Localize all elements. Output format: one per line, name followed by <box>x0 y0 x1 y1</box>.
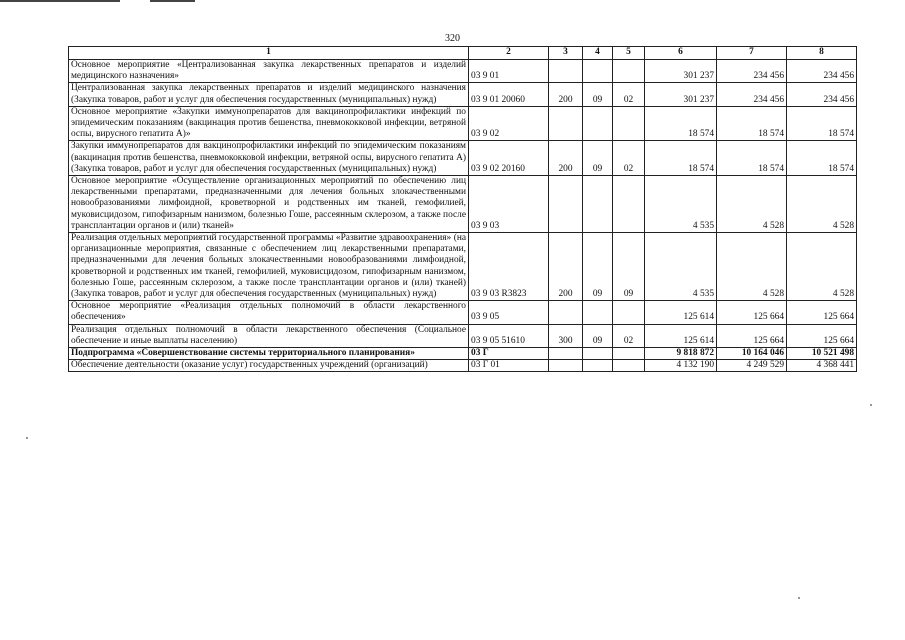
table-row <box>69 83 857 106</box>
row-col-4: 09 <box>583 233 613 301</box>
row-col-5 <box>613 176 645 233</box>
row-name: Основное мероприятие «Реализация отдельных полномочий в области лекарственного обеспечения» <box>69 301 469 324</box>
row-col-3: 200 <box>549 141 583 176</box>
row-col-4: 09 <box>583 324 613 347</box>
row-col-5 <box>613 348 645 360</box>
row-col-5 <box>613 360 645 372</box>
row-name: Основное мероприятие «Осуществление организационных мероприятий по обеспечению лиц лекарственными препаратами, предназначенными для лечения больных злокачественными новообразованиями лимфоидной, кроветворной и родственных им тканей, гемофилией, муковисцидозом, гипофизарным нанизмом, болезнью Гоше, рассеянным склерозом, а также после трансплантации органов и (или) тканей» <box>69 176 469 233</box>
row-col-7: 10 164 046 <box>717 348 787 360</box>
row-code: 03 9 01 20060 <box>469 83 549 106</box>
row-name: Обеспечение деятельности (оказание услуг) государственных учреждений (организаций) <box>69 360 469 372</box>
row-col-7: 234 456 <box>717 60 787 83</box>
row-code: 03 9 02 20160 <box>469 141 549 176</box>
row-col-5 <box>613 60 645 83</box>
row-col-5: 02 <box>613 141 645 176</box>
row-col-4 <box>583 106 613 141</box>
row-col-7: 234 456 <box>717 83 787 106</box>
row-col-8: 125 664 <box>787 324 857 347</box>
scan-speck <box>798 597 800 599</box>
table-header-row <box>69 47 857 60</box>
table-row <box>69 60 857 83</box>
header-col-8: 8 <box>787 47 857 60</box>
row-col-3: 200 <box>549 233 583 301</box>
budget-table <box>68 46 857 372</box>
header-col-4: 4 <box>583 47 613 60</box>
row-col-4: 09 <box>583 83 613 106</box>
row-col-7: 4 249 529 <box>717 360 787 372</box>
row-col-8: 18 574 <box>787 106 857 141</box>
row-col-6: 301 237 <box>645 60 717 83</box>
table-row <box>69 324 857 347</box>
row-code: 03 9 01 <box>469 60 549 83</box>
row-col-8: 234 456 <box>787 60 857 83</box>
row-col-7: 4 528 <box>717 176 787 233</box>
scan-top-edge <box>0 0 905 4</box>
table-row <box>69 106 857 141</box>
row-code: 03 9 03 <box>469 176 549 233</box>
page-number: 320 <box>445 33 460 44</box>
row-col-6: 18 574 <box>645 106 717 141</box>
row-col-6: 301 237 <box>645 83 717 106</box>
row-code: 03 9 03 R3823 <box>469 233 549 301</box>
scan-speck <box>870 404 872 406</box>
scan-speck <box>26 437 28 439</box>
header-col-7: 7 <box>717 47 787 60</box>
header-col-6: 6 <box>645 47 717 60</box>
row-col-7: 18 574 <box>717 141 787 176</box>
row-col-6: 4 132 190 <box>645 360 717 372</box>
row-col-4: 09 <box>583 141 613 176</box>
row-col-7: 4 528 <box>717 233 787 301</box>
row-code: 03 Г 01 <box>469 360 549 372</box>
row-name: Централизованная закупка лекарственных препаратов и изделий медицинского назначения (Закупка товаров, работ и услуг для обеспечения государственных (муниципальных) нужд) <box>69 83 469 106</box>
row-col-6: 4 535 <box>645 176 717 233</box>
row-col-6: 18 574 <box>645 141 717 176</box>
row-code: 03 Г <box>469 348 549 360</box>
table-row <box>69 176 857 233</box>
header-col-5: 5 <box>613 47 645 60</box>
header-col-1: 1 <box>69 47 469 60</box>
row-col-6: 125 614 <box>645 324 717 347</box>
row-col-8: 10 521 498 <box>787 348 857 360</box>
row-col-8: 4 528 <box>787 233 857 301</box>
row-col-4 <box>583 348 613 360</box>
table-row <box>69 360 857 372</box>
row-col-5 <box>613 301 645 324</box>
row-col-7: 125 664 <box>717 301 787 324</box>
row-col-8: 4 368 441 <box>787 360 857 372</box>
row-col-3: 200 <box>549 83 583 106</box>
row-name: Закупки иммунопрепаратов для вакцинопрофилактики инфекций по эпидемическим показаниям (вакцинация против бешенства, пневмококковой инфекции, ветряной оспы, вирусного гепатита А) (Закупка товаров, работ и услуг для обеспечения государственных (муниципальных) нужд) <box>69 141 469 176</box>
row-col-3 <box>549 176 583 233</box>
row-col-3 <box>549 60 583 83</box>
row-col-4 <box>583 60 613 83</box>
row-col-3 <box>549 301 583 324</box>
row-col-6: 125 614 <box>645 301 717 324</box>
row-col-8: 234 456 <box>787 83 857 106</box>
row-col-6: 9 818 872 <box>645 348 717 360</box>
row-name: Подпрограмма «Совершенствование системы территориального планирования» <box>69 348 469 360</box>
row-col-4 <box>583 176 613 233</box>
table-row-subprogram <box>69 348 857 360</box>
row-col-5: 09 <box>613 233 645 301</box>
row-col-5: 02 <box>613 83 645 106</box>
row-col-8: 18 574 <box>787 141 857 176</box>
row-name: Реализация отдельных мероприятий государственной программы «Развитие здравоохранения» (на организационные мероприятия, связанные с обеспечением лиц лекарственными препаратами, предназначенными для лечения больных злокачественными новообразованиями лимфоидной, кроветворной и родственных им тканей, гемофилией, муковисцидозом, гипофизарным нанизмом, болезнью Гоше, рассеянным склерозом, а также после трансплантации органов и (или) тканей) (Закупка товаров, работ и услуг для обеспечения государственных (муниципальных) нужд) <box>69 233 469 301</box>
row-col-7: 18 574 <box>717 106 787 141</box>
row-col-5 <box>613 106 645 141</box>
row-code: 03 9 05 <box>469 301 549 324</box>
row-col-3 <box>549 348 583 360</box>
row-col-3: 300 <box>549 324 583 347</box>
row-col-8: 4 528 <box>787 176 857 233</box>
header-col-3: 3 <box>549 47 583 60</box>
row-col-3 <box>549 106 583 141</box>
row-col-4 <box>583 360 613 372</box>
row-code: 03 9 05 51610 <box>469 324 549 347</box>
row-name: Реализация отдельных полномочий в области лекарственного обеспечения (Социальное обеспечение и иные выплаты населению) <box>69 324 469 347</box>
table-row <box>69 301 857 324</box>
row-name: Основное мероприятие «Закупки иммунопрепаратов для вакцинопрофилактики инфекций по эпидемическим показаниям (вакцинация против бешенства, пневмококковой инфекции, ветряной оспы, вирусного гепатита А)» <box>69 106 469 141</box>
row-col-8: 125 664 <box>787 301 857 324</box>
row-name: Основное мероприятие «Централизованная закупка лекарственных препаратов и изделий медицинского назначения» <box>69 60 469 83</box>
table-row <box>69 233 857 301</box>
row-col-4 <box>583 301 613 324</box>
row-code: 03 9 02 <box>469 106 549 141</box>
row-col-6: 4 535 <box>645 233 717 301</box>
row-col-5: 02 <box>613 324 645 347</box>
row-col-3 <box>549 360 583 372</box>
table-row <box>69 141 857 176</box>
row-col-7: 125 664 <box>717 324 787 347</box>
header-col-2: 2 <box>469 47 549 60</box>
